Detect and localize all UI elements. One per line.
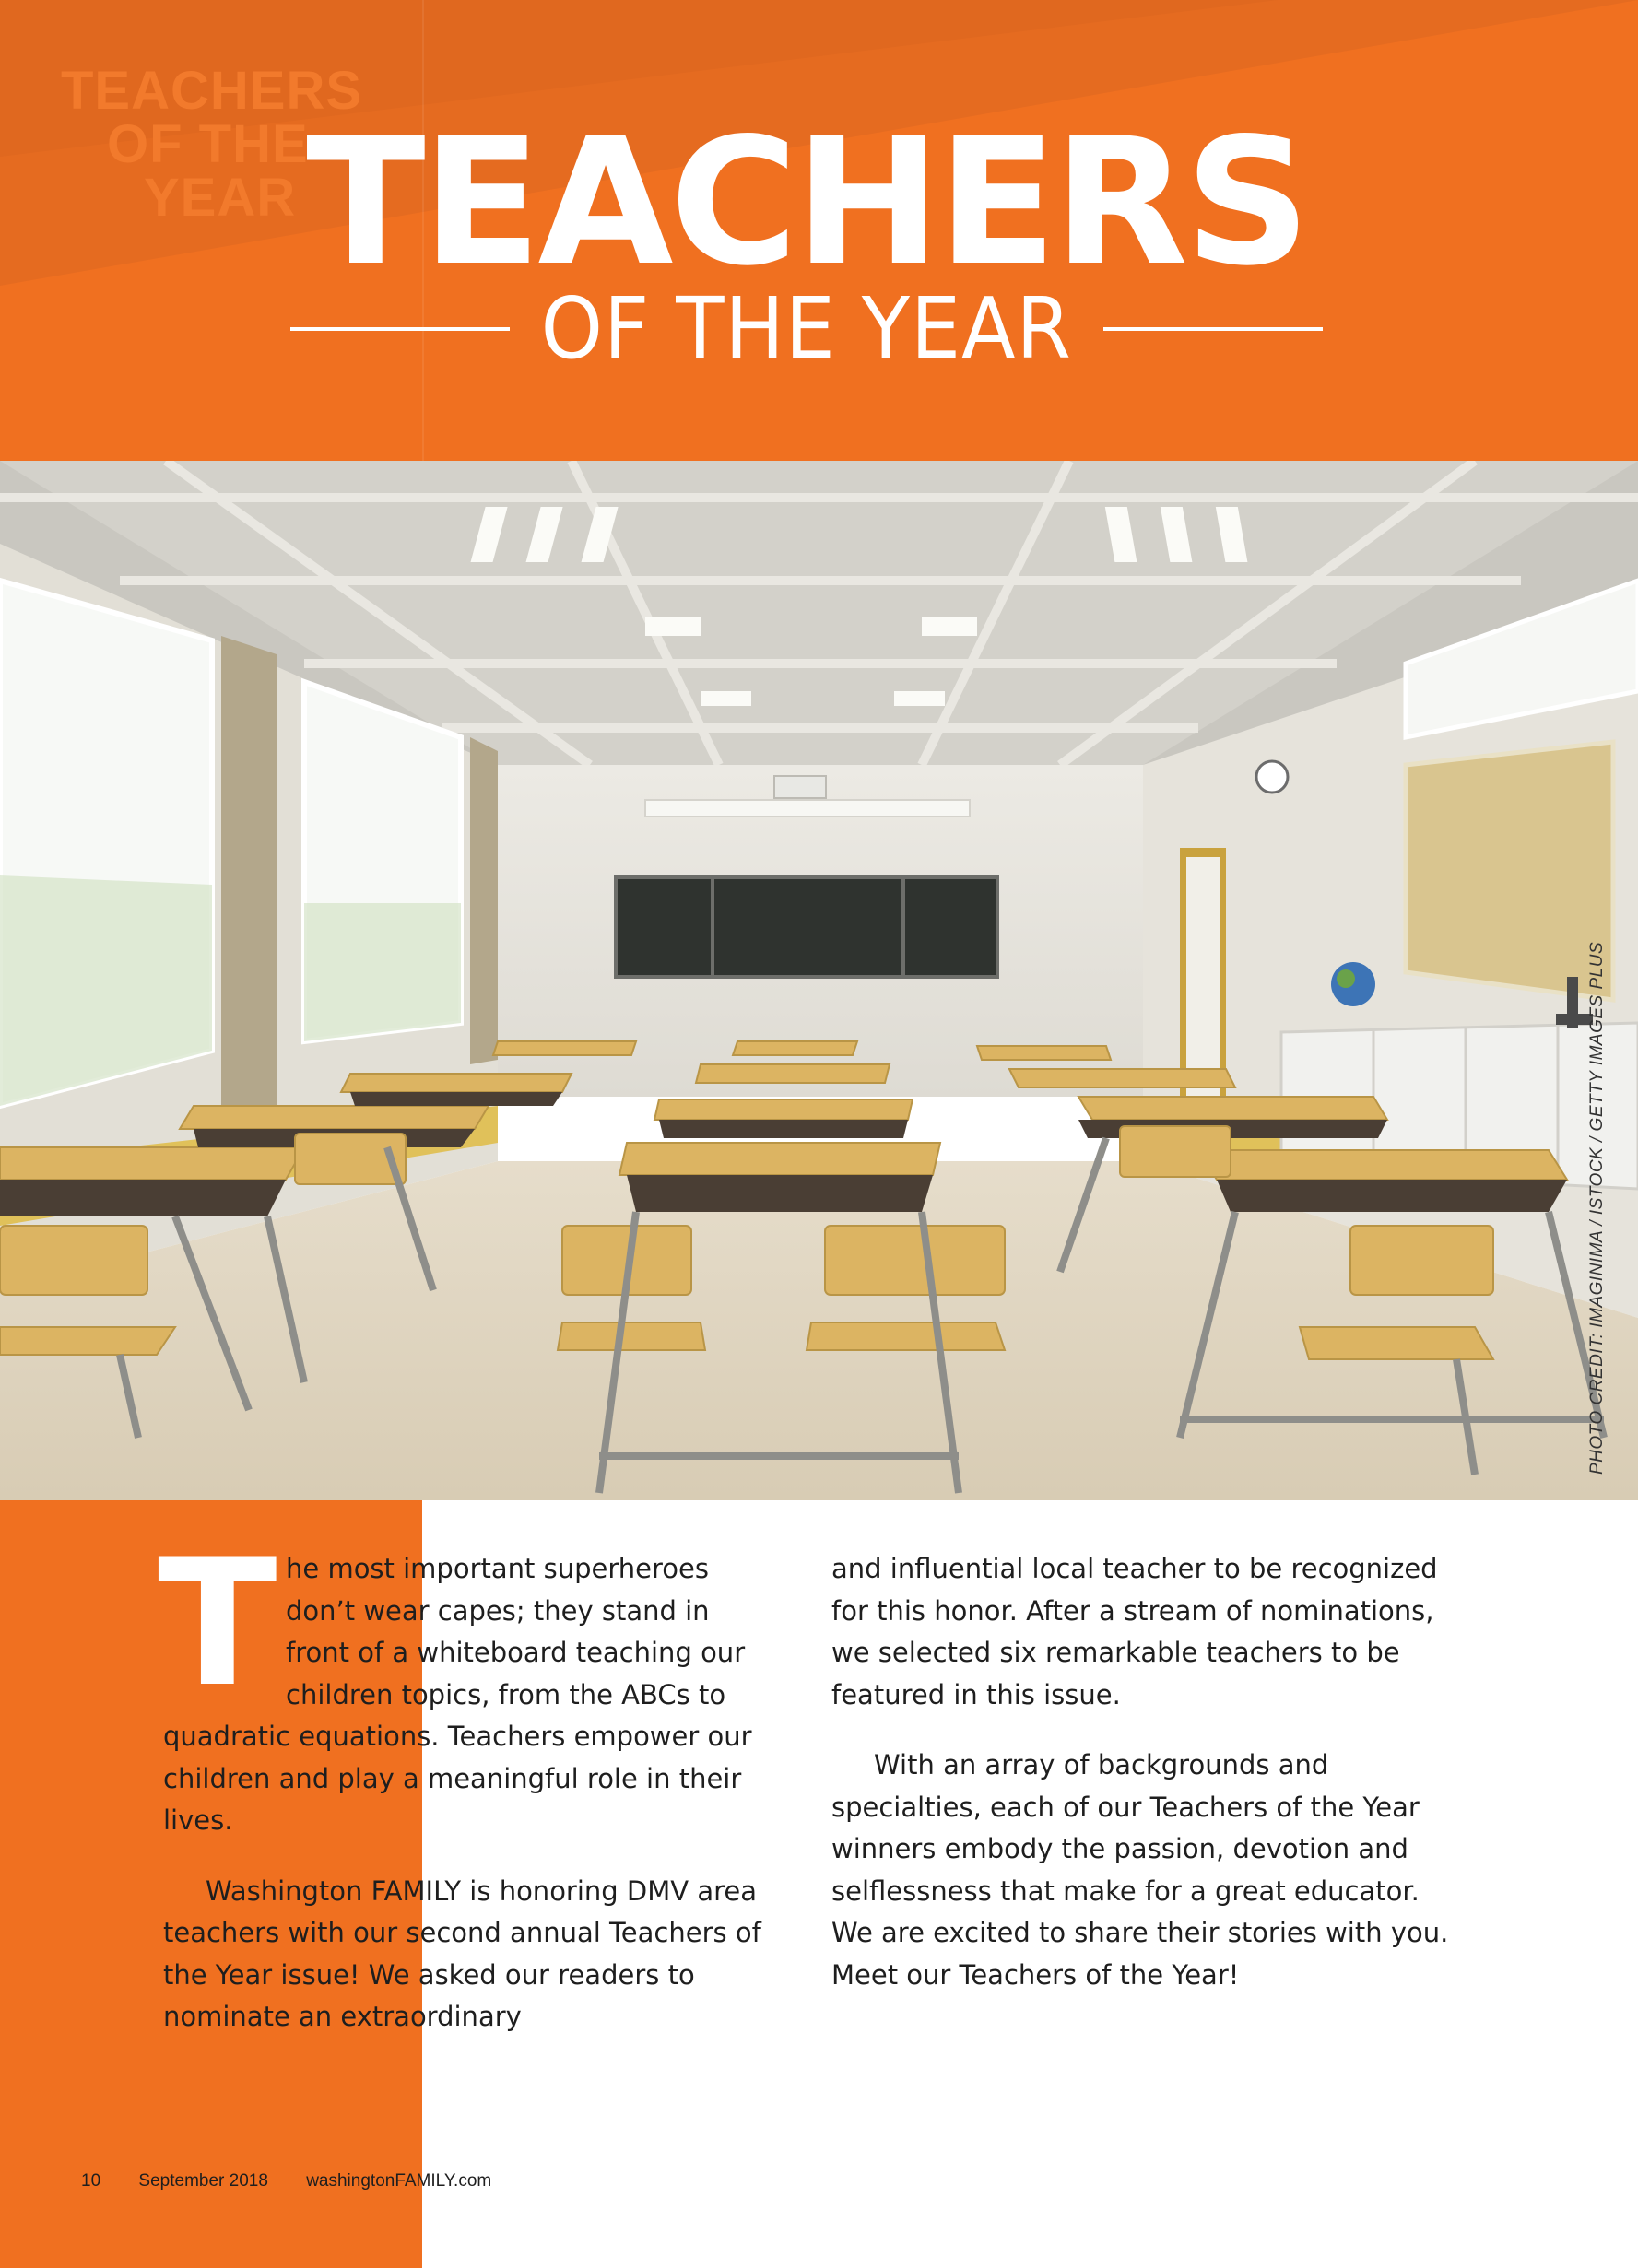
classroom-photo xyxy=(0,461,1638,1500)
page-number: 10 xyxy=(81,2171,101,2191)
article-column-1 xyxy=(163,1548,790,2039)
text-line: don’t wear capes; they stand in xyxy=(286,1594,710,1627)
text-line: he most important superheroes xyxy=(286,1553,709,1584)
page-title: TEACHERS xyxy=(306,100,1307,304)
paragraph: With an array of backgrounds and specialties, each of our Teachers of the Year winners embody the passion, devotion and selflessness that make for a great educator. We are excited to share their stories with you. Meet our Teachers of the Year! xyxy=(831,1749,1449,1991)
text-line: children topics, from the ABCs to xyxy=(286,1678,726,1710)
classroom-illustration xyxy=(0,461,1638,1500)
site-link[interactable]: washingtonFAMILY.com xyxy=(306,2171,492,2191)
photo-credit: PHOTO CREDIT: IMAGINIMA / ISTOCK / GETTY IMAGES PLUS xyxy=(1587,941,1607,1475)
text-line: front of a whiteboard teaching our xyxy=(286,1637,746,1668)
ghost-line: YEAR xyxy=(144,168,297,228)
page-footer xyxy=(81,2171,524,2192)
paragraph xyxy=(163,1548,790,1842)
drop-cap: T xyxy=(158,1522,277,1725)
ghost-line: TEACHERS xyxy=(61,61,363,121)
paragraph: and influential local teacher to be recognized for this honor. After a stream of nominations, we selected six remarkable teachers to be featured in this issue. xyxy=(831,1553,1438,1710)
page-subtitle: OF THE YEAR xyxy=(540,279,1073,378)
paragraph-rest: quadratic equations. Teachers empower our children and play a meaningful role in their lives. xyxy=(163,1721,752,1836)
article-column-2 xyxy=(831,1548,1467,1996)
subtitle-row xyxy=(290,279,1323,378)
subtitle-rule-left xyxy=(290,327,510,331)
ghost-line: OF THE xyxy=(107,114,309,174)
subtitle-rule-right xyxy=(1103,327,1323,331)
paragraph: Washington FAMILY is honoring DMV area teachers with our second annual Teachers of the Year issue! We asked our readers to nominate an extraordinary xyxy=(163,1874,761,2032)
header-banner xyxy=(0,0,1638,461)
issue-date: September 2018 xyxy=(138,2171,268,2191)
